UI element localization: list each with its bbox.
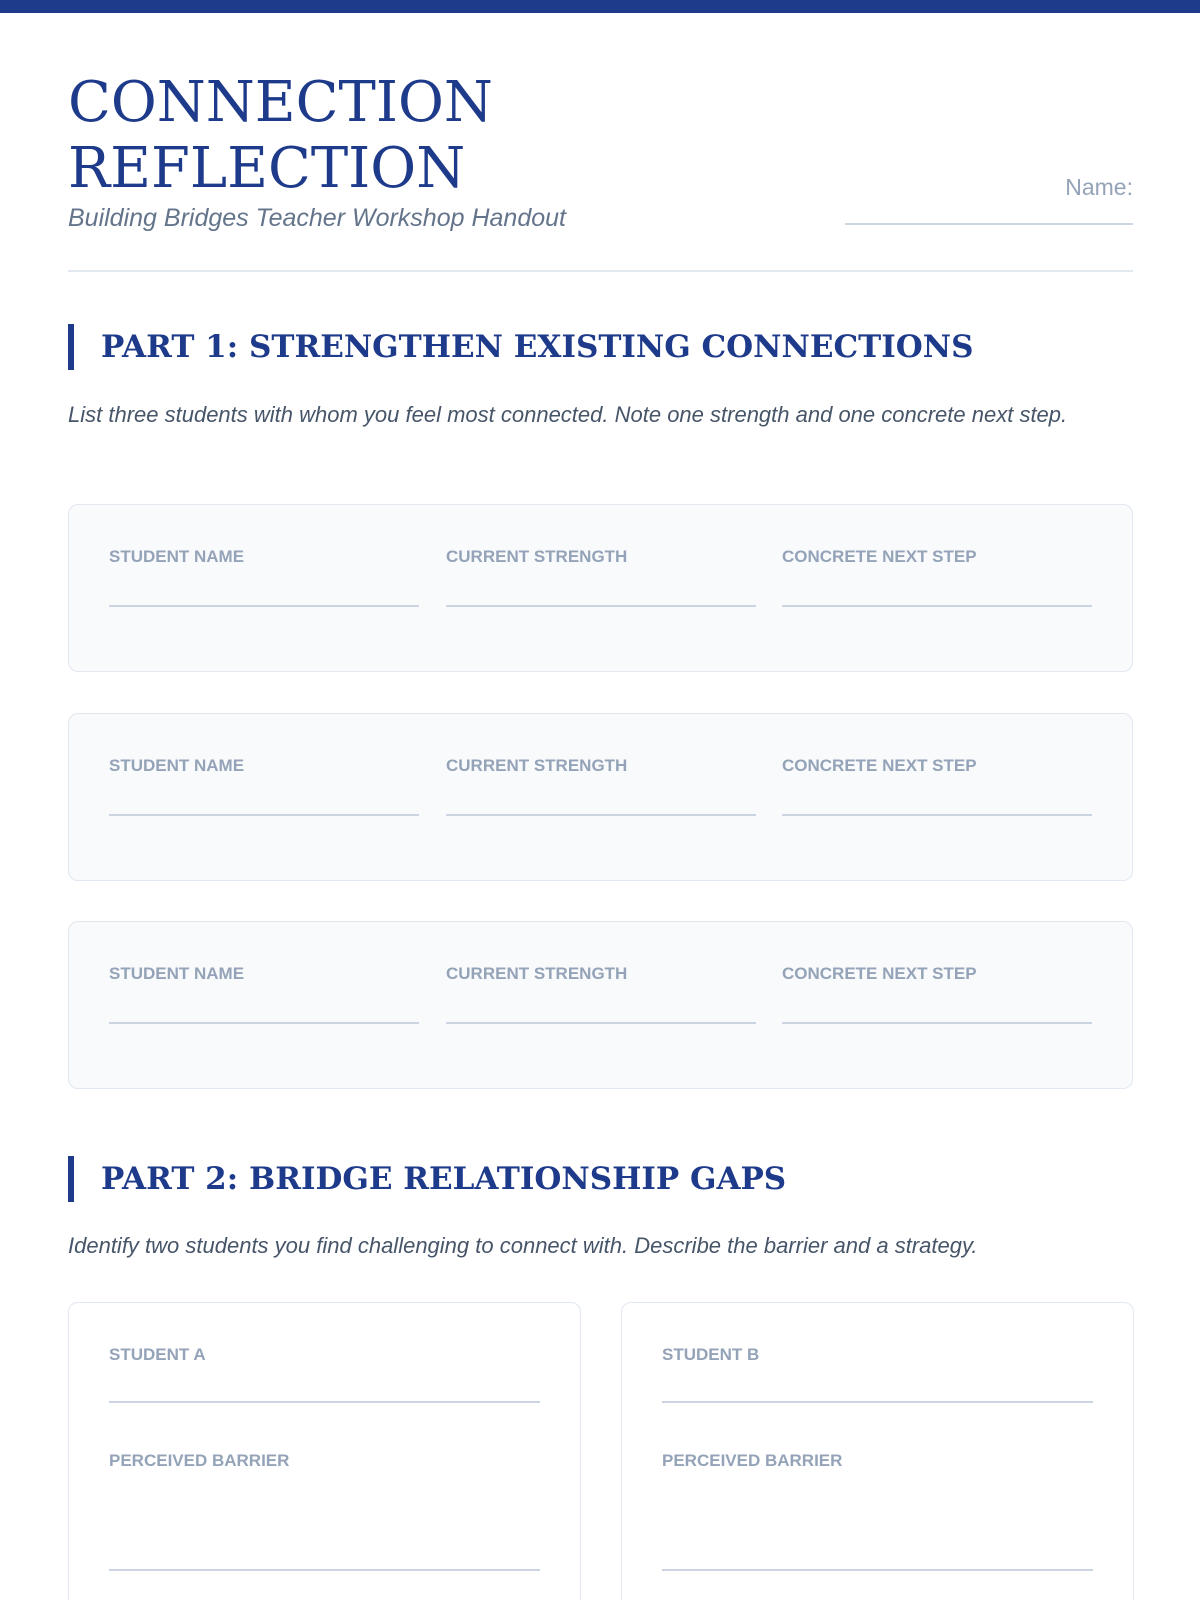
gap-card-student-a bbox=[68, 1302, 581, 1600]
student-b-label: STUDENT B bbox=[662, 1345, 760, 1364]
next-step-line[interactable] bbox=[782, 605, 1092, 607]
current-strength-label: CURRENT STRENGTH bbox=[446, 756, 628, 775]
student-name-field[interactable] bbox=[109, 756, 419, 816]
connection-row-1 bbox=[68, 504, 1133, 672]
next-step-label: CONCRETE NEXT STEP bbox=[782, 547, 977, 566]
title-line-1: CONNECTION bbox=[68, 70, 493, 135]
next-step-label: CONCRETE NEXT STEP bbox=[782, 964, 977, 983]
current-strength-label: CURRENT STRENGTH bbox=[446, 547, 628, 566]
current-strength-field[interactable] bbox=[446, 964, 756, 1024]
title-line-2: REFLECTION bbox=[68, 136, 466, 201]
part1-instructions: List three students with whom you feel most connected. Note one strength and one concrete next step. bbox=[68, 402, 1068, 427]
student-b-field[interactable] bbox=[662, 1345, 1093, 1403]
current-strength-line[interactable] bbox=[446, 605, 756, 607]
gap-card-student-b bbox=[621, 1302, 1134, 1600]
barrier-a-label: PERCEIVED BARRIER bbox=[109, 1451, 290, 1470]
next-step-field[interactable] bbox=[782, 756, 1092, 816]
page-title bbox=[68, 70, 493, 202]
current-strength-field[interactable] bbox=[446, 547, 756, 607]
part1-heading: PART 1: STRENGTHEN EXISTING CONNECTIONS bbox=[68, 324, 973, 370]
barrier-a-field[interactable] bbox=[109, 1451, 540, 1571]
next-step-line[interactable] bbox=[782, 814, 1092, 816]
student-a-line[interactable] bbox=[109, 1401, 540, 1403]
student-name-line[interactable] bbox=[109, 1022, 419, 1024]
name-label: Name: bbox=[1065, 174, 1133, 200]
next-step-field[interactable] bbox=[782, 547, 1092, 607]
connection-row-2 bbox=[68, 713, 1133, 881]
name-field[interactable] bbox=[845, 174, 1133, 225]
name-write-line[interactable] bbox=[845, 211, 1133, 225]
student-name-field[interactable] bbox=[109, 547, 419, 607]
student-name-field[interactable] bbox=[109, 964, 419, 1024]
handout-page bbox=[68, 0, 1133, 1470]
next-step-line[interactable] bbox=[782, 1022, 1092, 1024]
barrier-b-field[interactable] bbox=[662, 1451, 1093, 1571]
part2-heading: PART 2: BRIDGE RELATIONSHIP GAPS bbox=[68, 1156, 786, 1202]
barrier-b-label: PERCEIVED BARRIER bbox=[662, 1451, 843, 1470]
current-strength-field[interactable] bbox=[446, 756, 756, 816]
current-strength-line[interactable] bbox=[446, 1022, 756, 1024]
current-strength-label: CURRENT STRENGTH bbox=[446, 964, 628, 983]
student-name-line[interactable] bbox=[109, 605, 419, 607]
page-subtitle: Building Bridges Teacher Workshop Handout bbox=[68, 204, 566, 232]
student-name-label: STUDENT NAME bbox=[109, 547, 245, 566]
next-step-label: CONCRETE NEXT STEP bbox=[782, 756, 977, 775]
current-strength-line[interactable] bbox=[446, 814, 756, 816]
barrier-b-line[interactable] bbox=[662, 1569, 1093, 1571]
student-name-label: STUDENT NAME bbox=[109, 964, 245, 983]
barrier-a-line[interactable] bbox=[109, 1569, 540, 1571]
student-a-label: STUDENT A bbox=[109, 1345, 206, 1364]
connection-row-3 bbox=[68, 921, 1133, 1089]
student-b-line[interactable] bbox=[662, 1401, 1093, 1403]
part2-instructions: Identify two students you find challenging to connect with. Describe the barrier and a strategy. bbox=[68, 1233, 978, 1258]
student-name-label: STUDENT NAME bbox=[109, 756, 245, 775]
student-name-line[interactable] bbox=[109, 814, 419, 816]
student-a-field[interactable] bbox=[109, 1345, 540, 1403]
next-step-field[interactable] bbox=[782, 964, 1092, 1024]
header bbox=[68, 0, 1133, 272]
